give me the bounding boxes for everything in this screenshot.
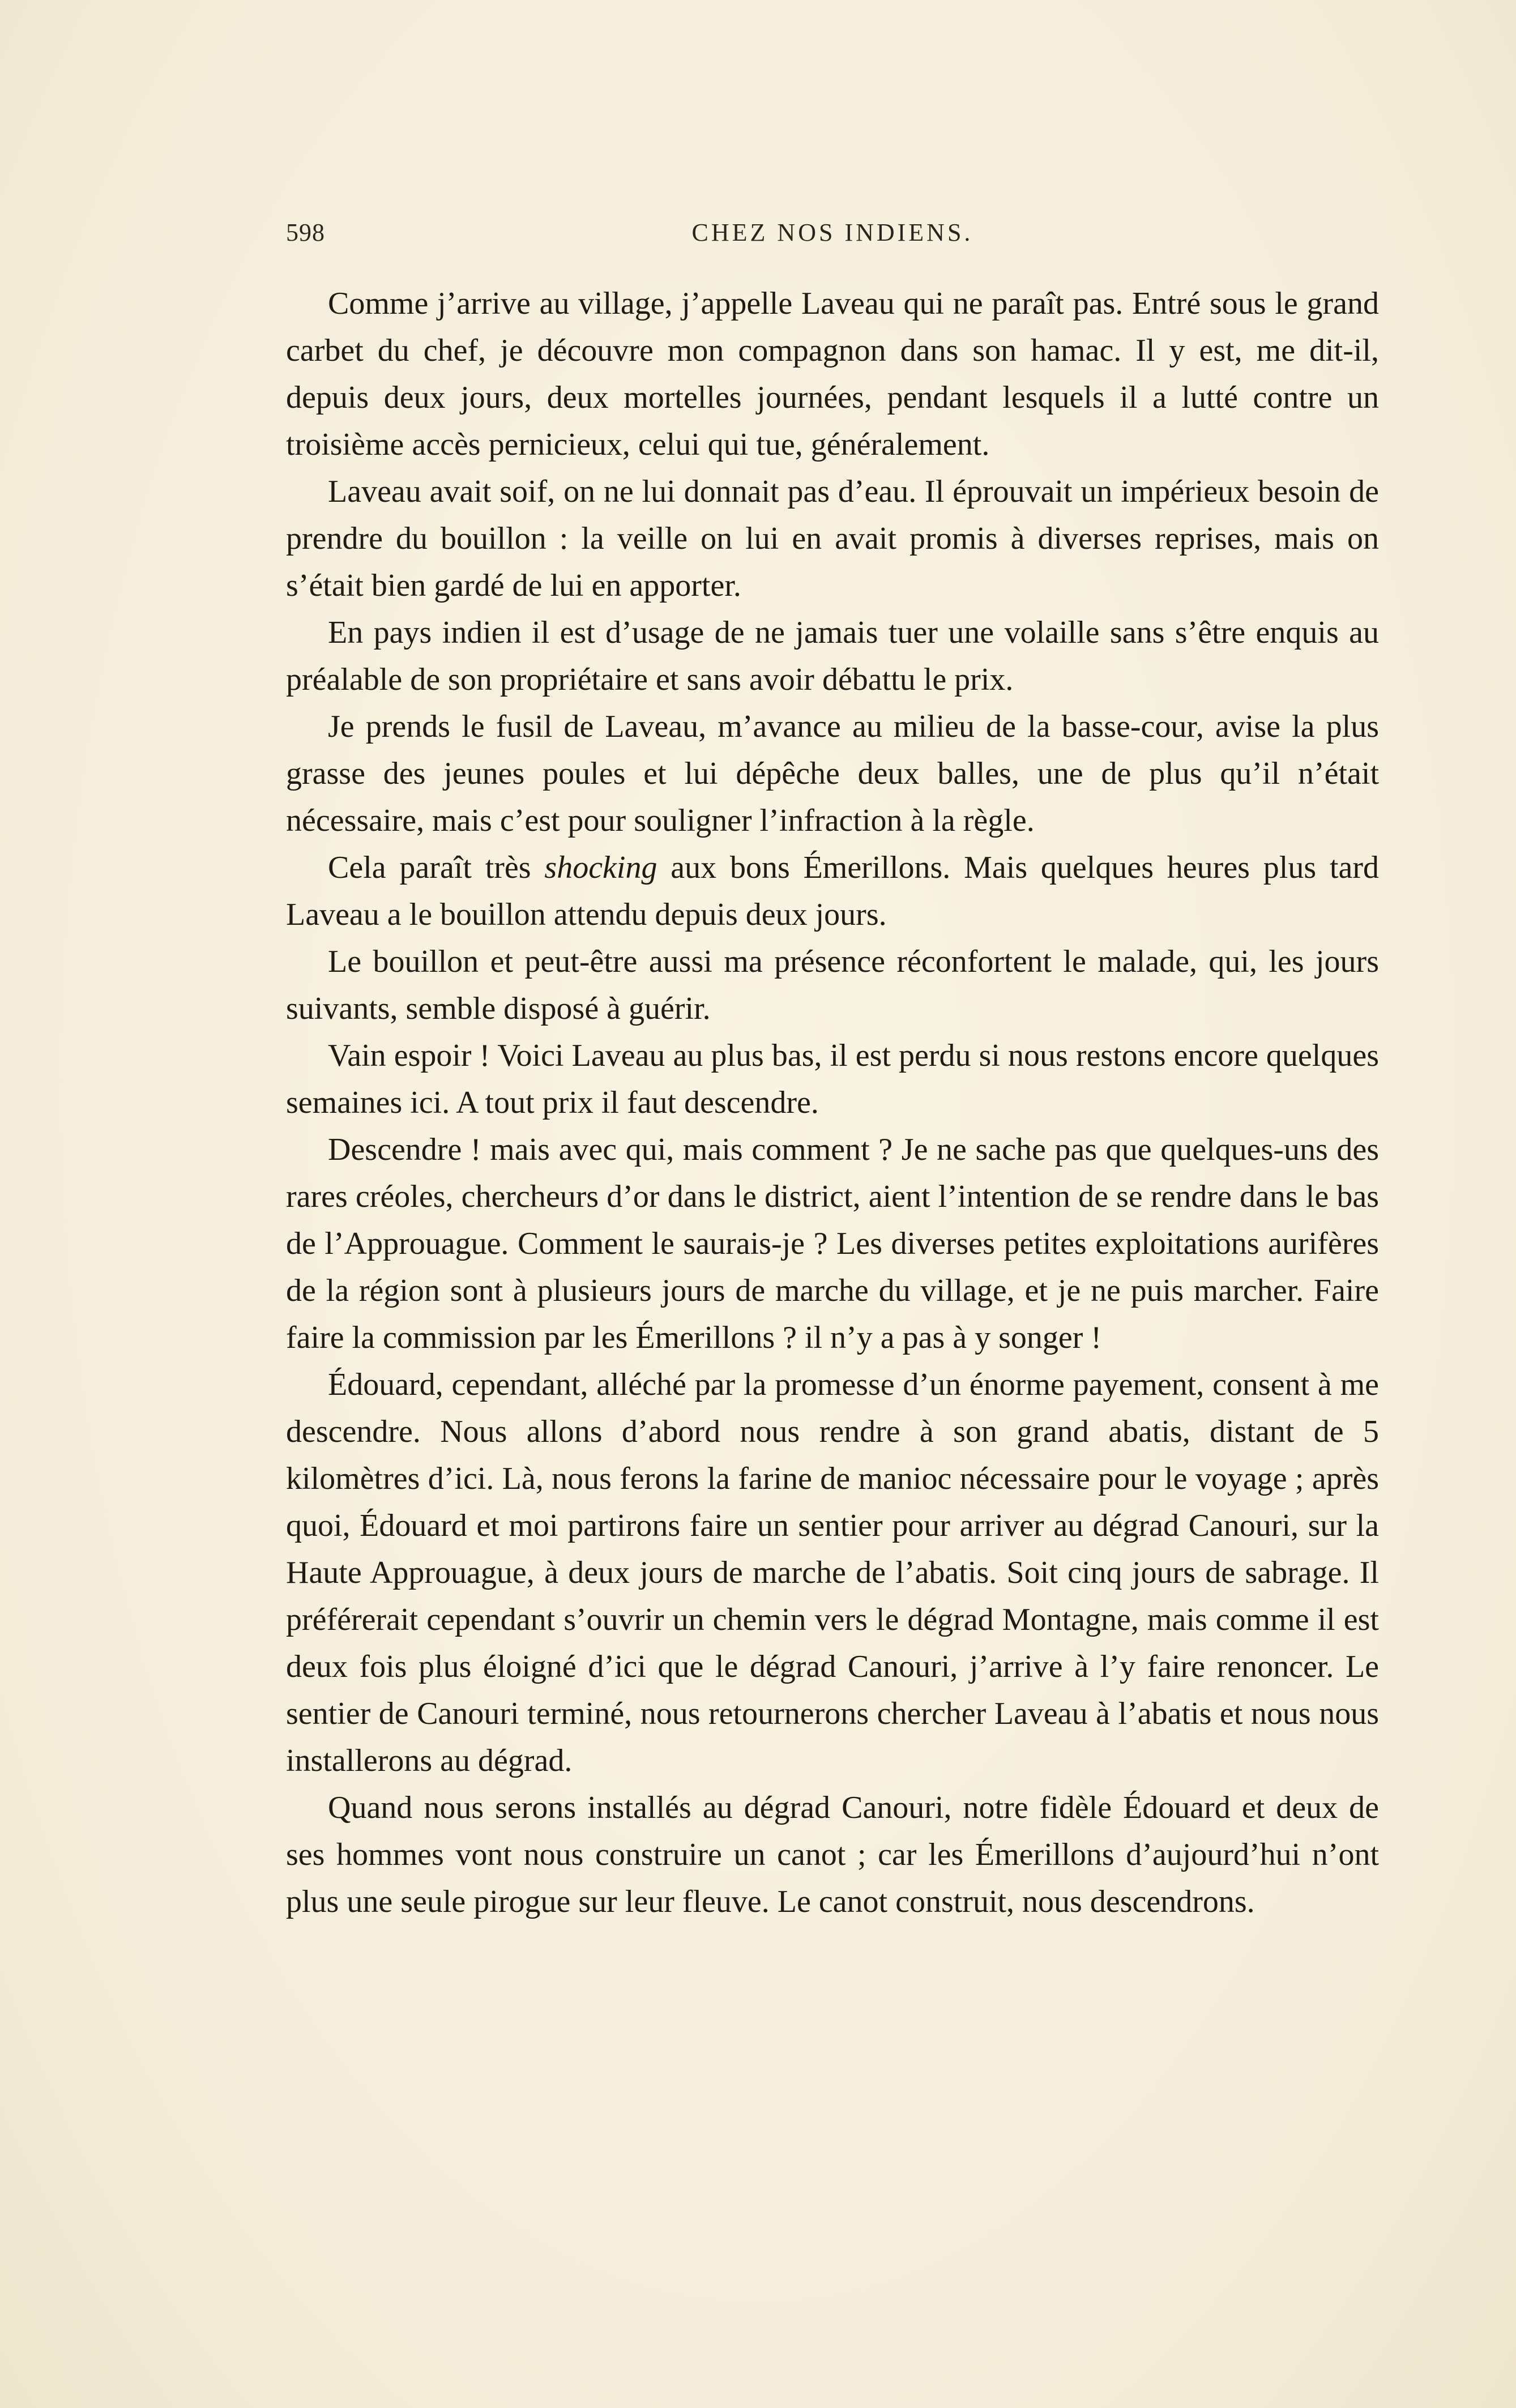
paragraph: Comme j’arrive au village, j’appelle Laveau qui ne paraît pas. Entré sous le grand carbet du chef, je découvre mon compagnon dans son hamac. Il y est, me dit-il, depuis deux jours, deux mortelles journées, pendant lesquels il a lutté contre un troisième accès pernicieux, celui qui tue, généralement. xyxy=(286,286,1379,462)
paragraph-text: Cela paraît très xyxy=(328,850,545,885)
running-title: CHEZ NOS INDIENS. xyxy=(691,219,973,246)
paragraph: Vain espoir ! Voici Laveau au plus bas, il est perdu si nous restons encore quelques semaines ici. A tout prix il faut descendre. xyxy=(286,1038,1379,1120)
paragraph: En pays indien il est d’usage de ne jamais tuer une volaille sans s’être enquis au préalable de son propriétaire et sans avoir débattu le prix. xyxy=(286,615,1379,697)
paragraph: Laveau avait soif, on ne lui donnait pas d’eau. Il éprouvait un impérieux besoin de prendre du bouillon : la veille on lui en avait promis à diverses reprises, mais on s’était bien gardé de lui en apporter. xyxy=(286,474,1379,603)
page-number: 598 xyxy=(286,219,325,246)
paragraph-text: aux bons Émerillons. Mais quelques heures plus tard Laveau a le bouillon attendu depuis deux jours. xyxy=(286,850,1380,932)
paragraph: Le bouillon et peut-être aussi ma présence réconfortent le malade, qui, les jours suivants, semble disposé à guérir. xyxy=(286,944,1379,1026)
body-text xyxy=(286,280,1379,1925)
emphasized-word: shocking xyxy=(544,850,657,885)
paragraph: Quand nous serons installés au dégrad Canouri, notre fidèle Édouard et deux de ses hommes vont nous construire un canot ; car les Émerillons d’aujourd’hui n’ont plus une seule pirogue sur leur fleuve. Le canot construit, nous descendrons. xyxy=(286,1790,1379,1919)
page-header xyxy=(286,218,1379,258)
paragraph xyxy=(286,844,1379,938)
paragraph: Descendre ! mais avec qui, mais comment ? Je ne sache pas que quelques-uns des rares créoles, chercheurs d’or dans le district, aient l’intention de se rendre dans le bas de l’Approuague. Comment le saurais-je ? Les diverses petites exploitations aurifères de la région sont à plusieurs jours de marche du village, et je ne puis marcher. Faire faire la commission par les Émerillons ? il n’y a pas à y songer ! xyxy=(286,1132,1379,1355)
paragraph: Je prends le fusil de Laveau, m’avance au milieu de la basse-cour, avise la plus grasse des jeunes poules et lui dépêche deux balles, une de plus qu’il n’était nécessaire, mais c’est pour souligner l’infraction à la règle. xyxy=(286,709,1379,838)
paragraph: Édouard, cependant, alléché par la promesse d’un énorme payement, consent à me descendre. Nous allons d’abord nous rendre à son grand abatis, distant de 5 kilomètres d’ici. Là, nous ferons la farine de manioc nécessaire pour le voyage ; après quoi, Édouard et moi partirons faire un sentier pour arriver au dégrad Canouri, sur la Haute Approuague, à deux jours de marche de l’abatis. Soit cinq jours de sabrage. Il préférerait cependant s’ouvrir un chemin vers le dégrad Montagne, mais comme il est deux fois plus éloigné d’ici que le dégrad Canouri, j’arrive à l’y faire renoncer. Le sentier de Canouri terminé, nous retournerons chercher Laveau à l’abatis et nous nous installerons au dégrad. xyxy=(286,1367,1379,1778)
